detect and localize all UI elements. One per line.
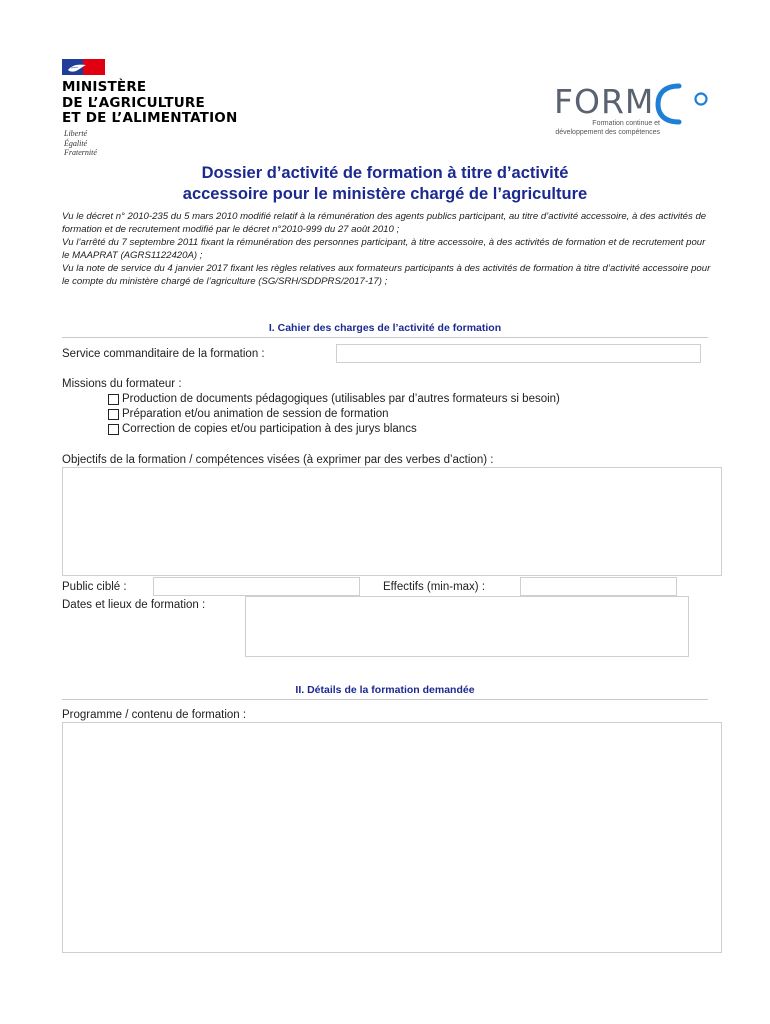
programme-field[interactable] [62, 722, 722, 953]
mission-option-label: Préparation et/ou animation de session de formation [122, 408, 389, 420]
objectives-field[interactable] [62, 467, 722, 576]
motto-line: Égalité [64, 138, 88, 148]
title-line: accessoire pour le ministère chargé de l’agriculture [182, 185, 588, 203]
public-field[interactable] [153, 577, 360, 596]
mission-option-label: Correction de copies et/ou participation à des jurys blancs [122, 423, 417, 435]
legal-references [62, 211, 712, 289]
dates-field[interactable] [245, 596, 689, 657]
tagline-line: développement des compétences [555, 129, 660, 136]
legal-reference: Vu l’arrêté du 7 septembre 2011 fixant la rémunération des personnes participant, à titre accessoire, à des activités de formation et de recrutement pour le MAAPRAT (AGRS1122420A) ; [62, 237, 706, 261]
mission-option [108, 408, 389, 420]
effectifs-label: Effectifs (min-max) : [383, 581, 486, 593]
ministry-name [62, 80, 237, 127]
mission-checkbox[interactable] [108, 394, 119, 405]
objectives-label: Objectifs de la formation / compétences visées (à exprimer par des verbes d’action) : [62, 454, 494, 466]
section-2-heading: II. Détails de la formation demandée [295, 684, 475, 696]
effectifs-field[interactable] [520, 577, 677, 596]
public-label: Public ciblé : [62, 581, 127, 593]
motto-line: Liberté [64, 129, 88, 138]
section-2-divider [62, 699, 708, 700]
motto-line: Fraternité [64, 148, 97, 157]
legal-reference: Vu la note de service du 4 janvier 2017 fixant les règles relatives aux formateurs participants à des activités de formation à titre d’activité accessoire pour le compte du ministère chargé de l’agriculture (SG/SRH/SDDPRS/2017-17) ; [62, 263, 711, 287]
mission-checkbox[interactable] [108, 424, 119, 435]
section-1-heading: I. Cahier des charges de l’activité de formation [268, 322, 502, 334]
legal-reference: Vu le décret n° 2010-235 du 5 mars 2010 modifié relatif à la rémunération des agents publics participant, au titre d’activité accessoire, à des activités de formation et de recrutement modifié par le décret n°2010-999 du 27 août 2010 ; [62, 211, 707, 235]
service-label: Service commanditaire de la formation : [62, 348, 265, 360]
title-line: Dossier d’activité de formation à titre d’activité [201, 164, 569, 182]
mission-checkbox[interactable] [108, 409, 119, 420]
ministry-line: ET DE L’ALIMENTATION [62, 110, 238, 126]
svg-text:FORM: FORM [554, 82, 655, 121]
missions-label: Missions du formateur : [62, 378, 182, 390]
dates-label: Dates et lieux de formation : [62, 599, 206, 611]
document-title [40, 163, 730, 205]
republique-francaise-flag-logo [62, 59, 105, 75]
ministry-line: MINISTÈRE [62, 79, 147, 95]
mission-option [108, 423, 417, 435]
mission-option [108, 393, 560, 405]
ministry-line: DE L’AGRICULTURE [62, 94, 205, 111]
formco-tagline [520, 119, 660, 137]
mission-option-label: Production de documents pédagogiques (utilisables par d’autres formateurs si besoin) [122, 393, 560, 405]
service-field[interactable] [336, 344, 701, 363]
programme-label: Programme / contenu de formation : [62, 709, 247, 721]
tagline-line: Formation continue et [592, 120, 660, 127]
republic-motto [64, 129, 97, 158]
section-1-divider [62, 337, 708, 338]
